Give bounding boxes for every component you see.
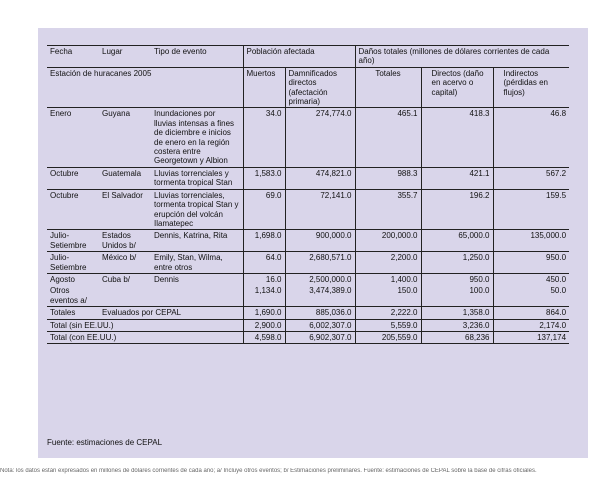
cell-lugar [99,285,151,306]
subheader-damnificados: Damnificados directos (afectación primaria) [285,67,355,108]
cell-directos: 3,236.0 [421,319,493,331]
header-fecha: Fecha [47,46,99,68]
cell-damnificados: 3,474,389.0 [285,285,355,306]
cell-lugar: El Salvador [99,189,151,230]
cell-totales: 205,559.0 [355,331,421,343]
cell-totales: 2,200.0 [355,252,421,274]
cell-totales: 150.0 [355,285,421,306]
cell-indirectos: 50.0 [493,285,569,306]
total-row [47,307,569,319]
cell-total-sub: Evaluados por CEPAL [99,307,243,319]
cell-muertos: 69.0 [243,189,285,230]
cell-total-label: Total (con EE.UU.) [47,331,243,343]
cell-tipo: Lluvias torrenciales y tormenta tropical Stan [151,167,243,189]
bottom-note-strip: Nota: los datos están expresados en millones de dólares corrientes de cada año; a/ Incluye otros eventos; b/ Estimaciones preliminares. Fuente: estimaciones de CEPAL sobre la base de cifras oficiales. [0,468,537,474]
cell-directos: 68,236 [421,331,493,343]
cell-tipo: Inundaciones por lluvias intensas a fines de diciembre e inicios de enero en la región costera entre Georgetown y Albion [151,108,243,167]
cell-damnificados: 72,141.0 [285,189,355,230]
table-row [47,230,569,252]
cell-total-label: Totales [47,307,99,319]
cell-lugar: Guatemala [99,167,151,189]
cell-tipo: Lluvias torrenciales, tormenta tropical Stan y erupción del volcán Ilamatepec [151,189,243,230]
cell-indirectos: 46.8 [493,108,569,167]
subheader-directos: Directos (daño en acervo o capital) [421,67,493,108]
source-note: Fuente: estimaciones de CEPAL [47,438,163,447]
cell-lugar: Guyana [99,108,151,167]
cell-damnificados: 6,002,307.0 [285,319,355,331]
cell-totales: 465.1 [355,108,421,167]
table-row [47,273,569,285]
cell-indirectos: 450.0 [493,273,569,285]
subheader-row [47,67,569,108]
cell-totales: 2,222.0 [355,307,421,319]
cell-directos: 196.2 [421,189,493,230]
cell-damnificados: 474,821.0 [285,167,355,189]
cell-indirectos: 159.5 [493,189,569,230]
cell-tipo: Emily, Stan, Wilma, entre otros [151,252,243,274]
cell-damnificados: 900,000.0 [285,230,355,252]
cell-fecha: Octubre [47,189,99,230]
table-row [47,285,569,306]
table-row [47,108,569,167]
cell-muertos: 34.0 [243,108,285,167]
cell-damnificados: 2,500,000.0 [285,273,355,285]
subheader-muertos: Muertos [243,67,285,108]
cell-damnificados: 6,902,307.0 [285,331,355,343]
cell-totales: 988.3 [355,167,421,189]
total-row [47,319,569,331]
cell-directos: 65,000.0 [421,230,493,252]
cell-fecha: Enero [47,108,99,167]
cell-damnificados: 2,680,571.0 [285,252,355,274]
header-danos: Daños totales (millones de dólares corrientes de cada año) [355,46,569,68]
cell-totales: 355.7 [355,189,421,230]
cell-indirectos: 567.2 [493,167,569,189]
cell-muertos: 1,698.0 [243,230,285,252]
cell-fecha: Julio-Setiembre [47,252,99,274]
header-tipo: Tipo de evento [151,46,243,68]
cell-tipo: Dennis, Katrina, Rita [151,230,243,252]
cell-muertos: 1,690.0 [243,307,285,319]
table-row [47,252,569,274]
cell-muertos: 16.0 [243,273,285,285]
cell-directos: 1,250.0 [421,252,493,274]
cell-tipo [151,285,243,306]
table-row [47,189,569,230]
header-row [47,46,569,68]
cell-totales: 200,000.0 [355,230,421,252]
cell-indirectos: 135,000.0 [493,230,569,252]
hurricane-damage-table [47,45,569,344]
cell-totales: 1,400.0 [355,273,421,285]
cell-tipo: Dennis [154,274,179,284]
cell-muertos: 4,598.0 [243,331,285,343]
total-row [47,331,569,343]
subheader-estacion: Estación de huracanes 2005 [47,67,243,108]
cell-muertos: 1,583.0 [243,167,285,189]
cell-fecha: Otros eventos a/ [47,285,99,306]
cell-damnificados: 885,036.0 [285,307,355,319]
cell-muertos: 1,134.0 [243,285,285,306]
cell-indirectos: 950.0 [493,252,569,274]
cell-lugar: Cuba b/ [102,274,131,284]
cell-directos: 421.1 [421,167,493,189]
table-row [47,167,569,189]
cell-total-label: Total (sin EE.UU.) [47,319,243,331]
cell-directos: 950.0 [421,273,493,285]
subheader-totales: Totales [355,67,421,108]
header-lugar: Lugar [99,46,151,68]
cell-lugar: México b/ [99,252,151,274]
subheader-indirectos: Indirectos (pérdidas en flujos) [493,67,569,108]
cell-indirectos: 137,174 [493,331,569,343]
cell-fecha: Octubre [47,167,99,189]
header-poblacion: Población afectada [243,46,355,68]
cell-damnificados: 274,774.0 [285,108,355,167]
cell-fecha: Julio-Setiembre [47,230,99,252]
cell-indirectos: 2,174.0 [493,319,569,331]
cell-directos: 100.0 [421,285,493,306]
cell-fecha: Agosto [50,274,75,284]
cell-muertos: 2,900.0 [243,319,285,331]
cell-directos: 418.3 [421,108,493,167]
cell-muertos: 64.0 [243,252,285,274]
cell-indirectos: 864.0 [493,307,569,319]
cell-lugar: Estados Unidos b/ [99,230,151,252]
cell-totales: 5,559.0 [355,319,421,331]
cell-directos: 1,358.0 [421,307,493,319]
